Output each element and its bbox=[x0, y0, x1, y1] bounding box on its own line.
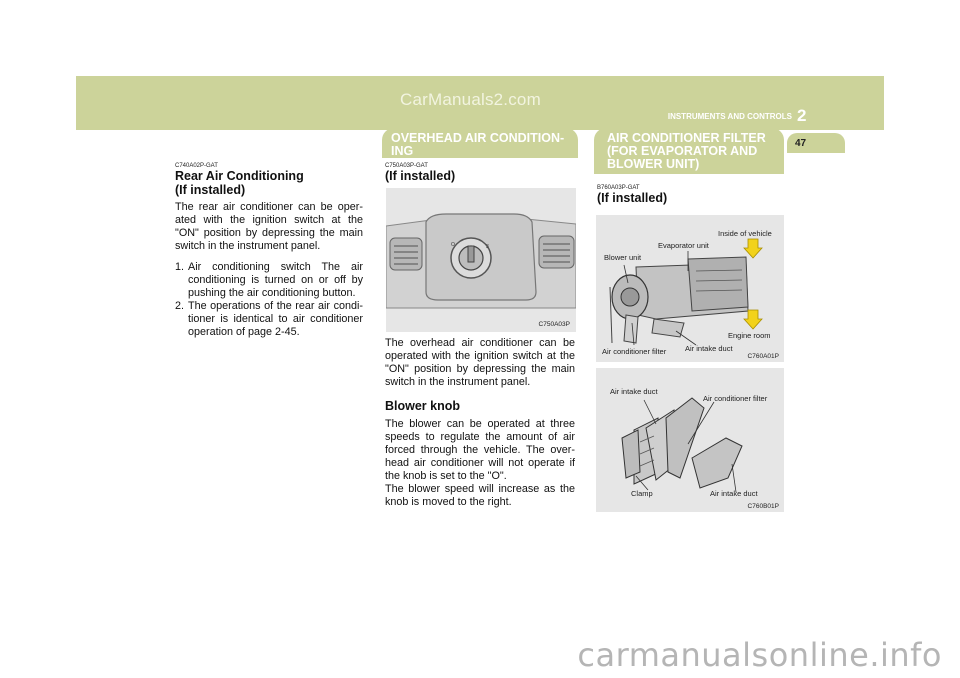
section-title: Rear Air Conditioning bbox=[175, 169, 304, 183]
callout-label: Clamp bbox=[631, 489, 653, 498]
section-code: C740A02P-GAT bbox=[175, 163, 218, 169]
list-number: 2. bbox=[175, 300, 185, 312]
callout-label: Air intake duct bbox=[610, 387, 658, 396]
intro-paragraph: The rear air conditioner can be oper-ated with the ignition switch at the "ON" position by depressing the main switch in the instrument panel. bbox=[175, 201, 363, 252]
callout-label: Air conditioner filter bbox=[703, 394, 768, 403]
callout-label: Air intake duct bbox=[685, 344, 733, 353]
overhead-console-illustration bbox=[386, 188, 576, 332]
figure-code: C760A01P bbox=[747, 353, 779, 360]
chapter-number: 2 bbox=[797, 106, 807, 125]
filter-detail-figure bbox=[596, 368, 784, 512]
overhead-ac-section bbox=[385, 163, 575, 183]
list-text: The operations of the rear air condi-tioner is identical to air conditioner operation of page 2-45. bbox=[188, 300, 363, 338]
paragraph: The overhead air conditioner can be operated with the ignition switch at the "ON" position by depressing the main switch in the instrument panel. bbox=[385, 337, 575, 388]
instruction-list bbox=[175, 261, 363, 339]
section-subtitle: (If installed) bbox=[385, 169, 456, 183]
overhead-ac-figure bbox=[386, 188, 576, 332]
rear-ac-section bbox=[175, 163, 363, 339]
figure-code: C760B01P bbox=[747, 503, 779, 510]
list-number: 1. bbox=[175, 261, 185, 273]
heading-line: OVERHEAD AIR CONDITION- bbox=[391, 131, 565, 145]
heading-line: ING bbox=[391, 144, 414, 158]
page-number: 47 bbox=[795, 138, 807, 149]
callout-label: Air conditioner filter bbox=[602, 347, 667, 356]
figure-code: C750A03P bbox=[538, 321, 570, 328]
list-item bbox=[175, 300, 363, 339]
svg-text:O: O bbox=[451, 242, 455, 248]
section-subtitle: (If installed) bbox=[597, 191, 668, 205]
callout-label: Blower unit bbox=[604, 253, 642, 262]
overhead-ac-heading bbox=[391, 132, 576, 158]
footer-watermark[interactable]: carmanualsonline.info bbox=[577, 636, 942, 674]
section-code: C750A03P-GAT bbox=[385, 163, 428, 169]
callout-label: Engine room bbox=[728, 331, 771, 340]
list-item bbox=[175, 261, 363, 300]
callout-label: Inside of vehicle bbox=[718, 229, 772, 238]
heading-line: (FOR EVAPORATOR AND bbox=[607, 144, 758, 158]
paragraph: The blower speed will increase as the knob is moved to the right. bbox=[385, 483, 575, 508]
callout-label: Air intake duct bbox=[710, 489, 758, 498]
paragraph: The blower can be operated at three speeds to regulate the amount of air forced through the vehicle. The over-head air conditioner will not operate if the knob is set to the "O". bbox=[385, 418, 575, 482]
callout-label: Evaporator unit bbox=[658, 241, 709, 250]
blower-knob-heading: Blower knob bbox=[385, 399, 461, 413]
watermark-link[interactable]: CarManuals2.com bbox=[400, 90, 541, 109]
section-subtitle: (If installed) bbox=[175, 183, 246, 197]
section-label: INSTRUMENTS AND CONTROLS bbox=[667, 112, 792, 121]
heading-line: AIR CONDITIONER FILTER bbox=[607, 131, 766, 145]
filter-location-figure bbox=[596, 215, 784, 362]
filter-heading bbox=[607, 132, 783, 171]
overhead-ac-text bbox=[385, 337, 575, 509]
heading-line: BLOWER UNIT) bbox=[607, 157, 700, 171]
svg-text:3: 3 bbox=[486, 244, 489, 250]
section-code: B760A03P-GAT bbox=[597, 185, 640, 191]
filter-section bbox=[597, 185, 787, 205]
list-text: Air conditioning switch The air conditioning is turned on or off by pushing the air conditioning button. bbox=[188, 261, 363, 299]
